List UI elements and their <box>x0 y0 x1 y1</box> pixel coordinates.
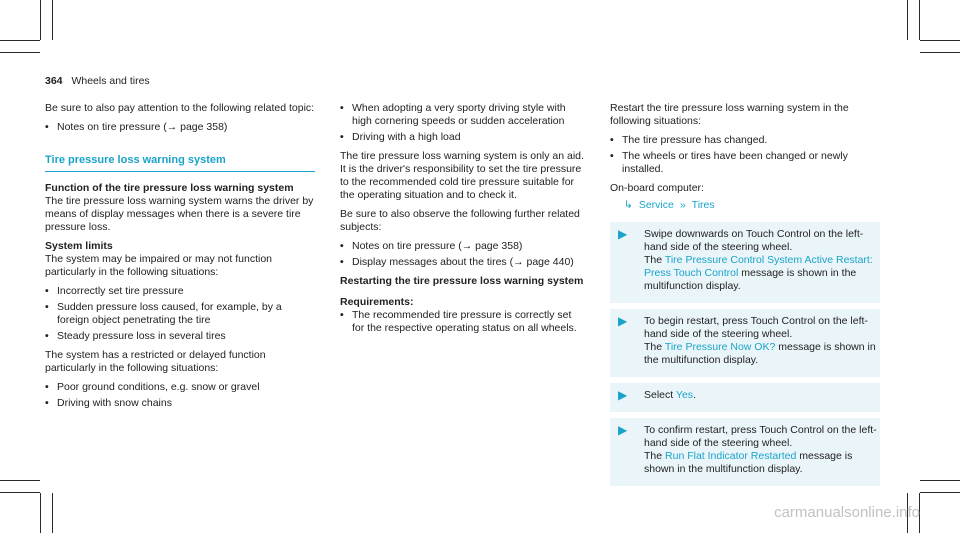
crop-mark <box>907 0 908 40</box>
requirements-title: Requirements: <box>340 296 414 308</box>
path-tires: Tires <box>691 199 715 211</box>
requirements-list <box>340 309 585 335</box>
instruction-step: ▶ To confirm restart, press Touch Control on the left-hand side of the steering wheel. The Run Flat Indicator Restarted message is shown in the multifunction display. <box>610 418 880 486</box>
list-item: • Sudden pressure loss caused, for example, by a foreign object penetrating the tire <box>45 301 282 326</box>
page-header <box>45 75 150 88</box>
restart-text: Restart the tire pressure loss warning system in the following situations: <box>610 102 849 127</box>
column-3 <box>610 102 880 492</box>
crop-mark <box>0 52 40 53</box>
instruction-step: ▶ Select Yes. <box>610 383 880 412</box>
chapter-title: Wheels and tires <box>71 75 150 87</box>
delay-text: The system has a restricted or delayed function particularly in the following situations: <box>45 349 266 374</box>
crop-mark <box>40 0 41 40</box>
limits-title: System limits <box>45 240 113 252</box>
display-message: Run Flat Indicator Restarted <box>665 450 797 462</box>
step-arrow-icon: ▶ <box>618 423 628 437</box>
intro-text: Be sure to also pay attention to the following related topic: <box>45 102 315 114</box>
path-service: Service <box>638 199 674 211</box>
delay-list <box>45 381 315 410</box>
crop-mark <box>919 0 920 40</box>
restart-list <box>610 134 880 176</box>
list-item: • Poor ground conditions, e.g. snow or gravel <box>45 381 260 393</box>
list-item: • Steady pressure loss in several tires <box>45 330 226 342</box>
list-item: • The wheels or tires have been changed or newly installed. <box>610 150 848 175</box>
instruction-step: ▶ Swipe downwards on Touch Control on the left-hand side of the steering wheel. The Tire Pressure Control System Active Restart: Press Touch Control message is shown in the multifunction display. <box>610 222 880 303</box>
section-title: Tire pressure loss warning system <box>45 154 315 172</box>
crop-mark <box>920 480 960 481</box>
list-item: • The recommended tire pressure is correctly set for the respective operating status on all wheels. <box>340 309 577 334</box>
crop-mark <box>920 52 960 53</box>
limits-text: The system may be impaired or may not function particularly in the following situations: <box>45 253 273 278</box>
list-item: • Driving with snow chains <box>45 397 172 409</box>
aid-text: The tire pressure loss warning system is only an aid. It is the driver's responsibility to set the tire pressure to the recommended cold tire pressure suitable for the operating situation and to check it. <box>340 150 584 201</box>
page-number: 364 <box>45 75 63 87</box>
situations-list <box>340 102 585 144</box>
return-arrow-icon: ↳ <box>624 199 633 211</box>
crop-mark <box>0 480 40 481</box>
list-item: • Notes on tire pressure (→ page 358) <box>45 121 228 133</box>
crop-mark <box>52 0 53 40</box>
display-option: Yes <box>675 389 694 401</box>
list-item: • Incorrectly set tire pressure <box>45 285 184 297</box>
list-item: • Display messages about the tires (→ page 440) <box>340 256 574 268</box>
function-text: The tire pressure loss warning system warns the driver by means of display messages when there is a severe tire pressure loss. <box>45 195 314 233</box>
observe-list <box>340 240 585 269</box>
function-title: Function of the tire pressure loss warning system <box>45 182 294 194</box>
display-message: Tire Pressure Now OK? <box>664 341 776 353</box>
menu-path <box>624 199 880 212</box>
crop-mark <box>0 492 40 493</box>
list-item: • Driving with a high load <box>340 131 461 143</box>
onboard-label: On-board computer: <box>610 182 704 194</box>
double-chevron-icon: » <box>679 199 686 211</box>
instruction-step: ▶ To begin restart, press Touch Control on the left-hand side of the steering wheel. The Tire Pressure Now OK? message is shown in the multifunction display. <box>610 309 880 377</box>
step-arrow-icon: ▶ <box>618 314 628 328</box>
limits-list <box>45 285 315 343</box>
crop-mark <box>920 492 960 493</box>
crop-mark <box>40 493 41 533</box>
observe-text: Be sure to also observe the following further related subjects: <box>340 208 580 233</box>
crop-mark <box>920 40 960 41</box>
list-item: • Notes on tire pressure (→ page 358) <box>340 240 523 252</box>
restart-title: Restarting the tire pressure loss warning system <box>340 275 584 287</box>
display-message: Tire Pressure Control System Active Restart: Press Touch Control <box>644 254 873 279</box>
intro-list <box>45 121 315 134</box>
step-arrow-icon: ▶ <box>618 227 628 241</box>
column-1 <box>45 102 315 416</box>
column-2 <box>340 102 585 341</box>
crop-mark <box>52 493 53 533</box>
watermark: carmanualsonline.info <box>774 504 920 521</box>
step-arrow-icon: ▶ <box>618 388 628 402</box>
crop-mark <box>0 40 40 41</box>
list-item: • The tire pressure has changed. <box>610 134 768 146</box>
list-item: • When adopting a very sporty driving style with high cornering speeds or sudden acceleration <box>340 102 566 127</box>
